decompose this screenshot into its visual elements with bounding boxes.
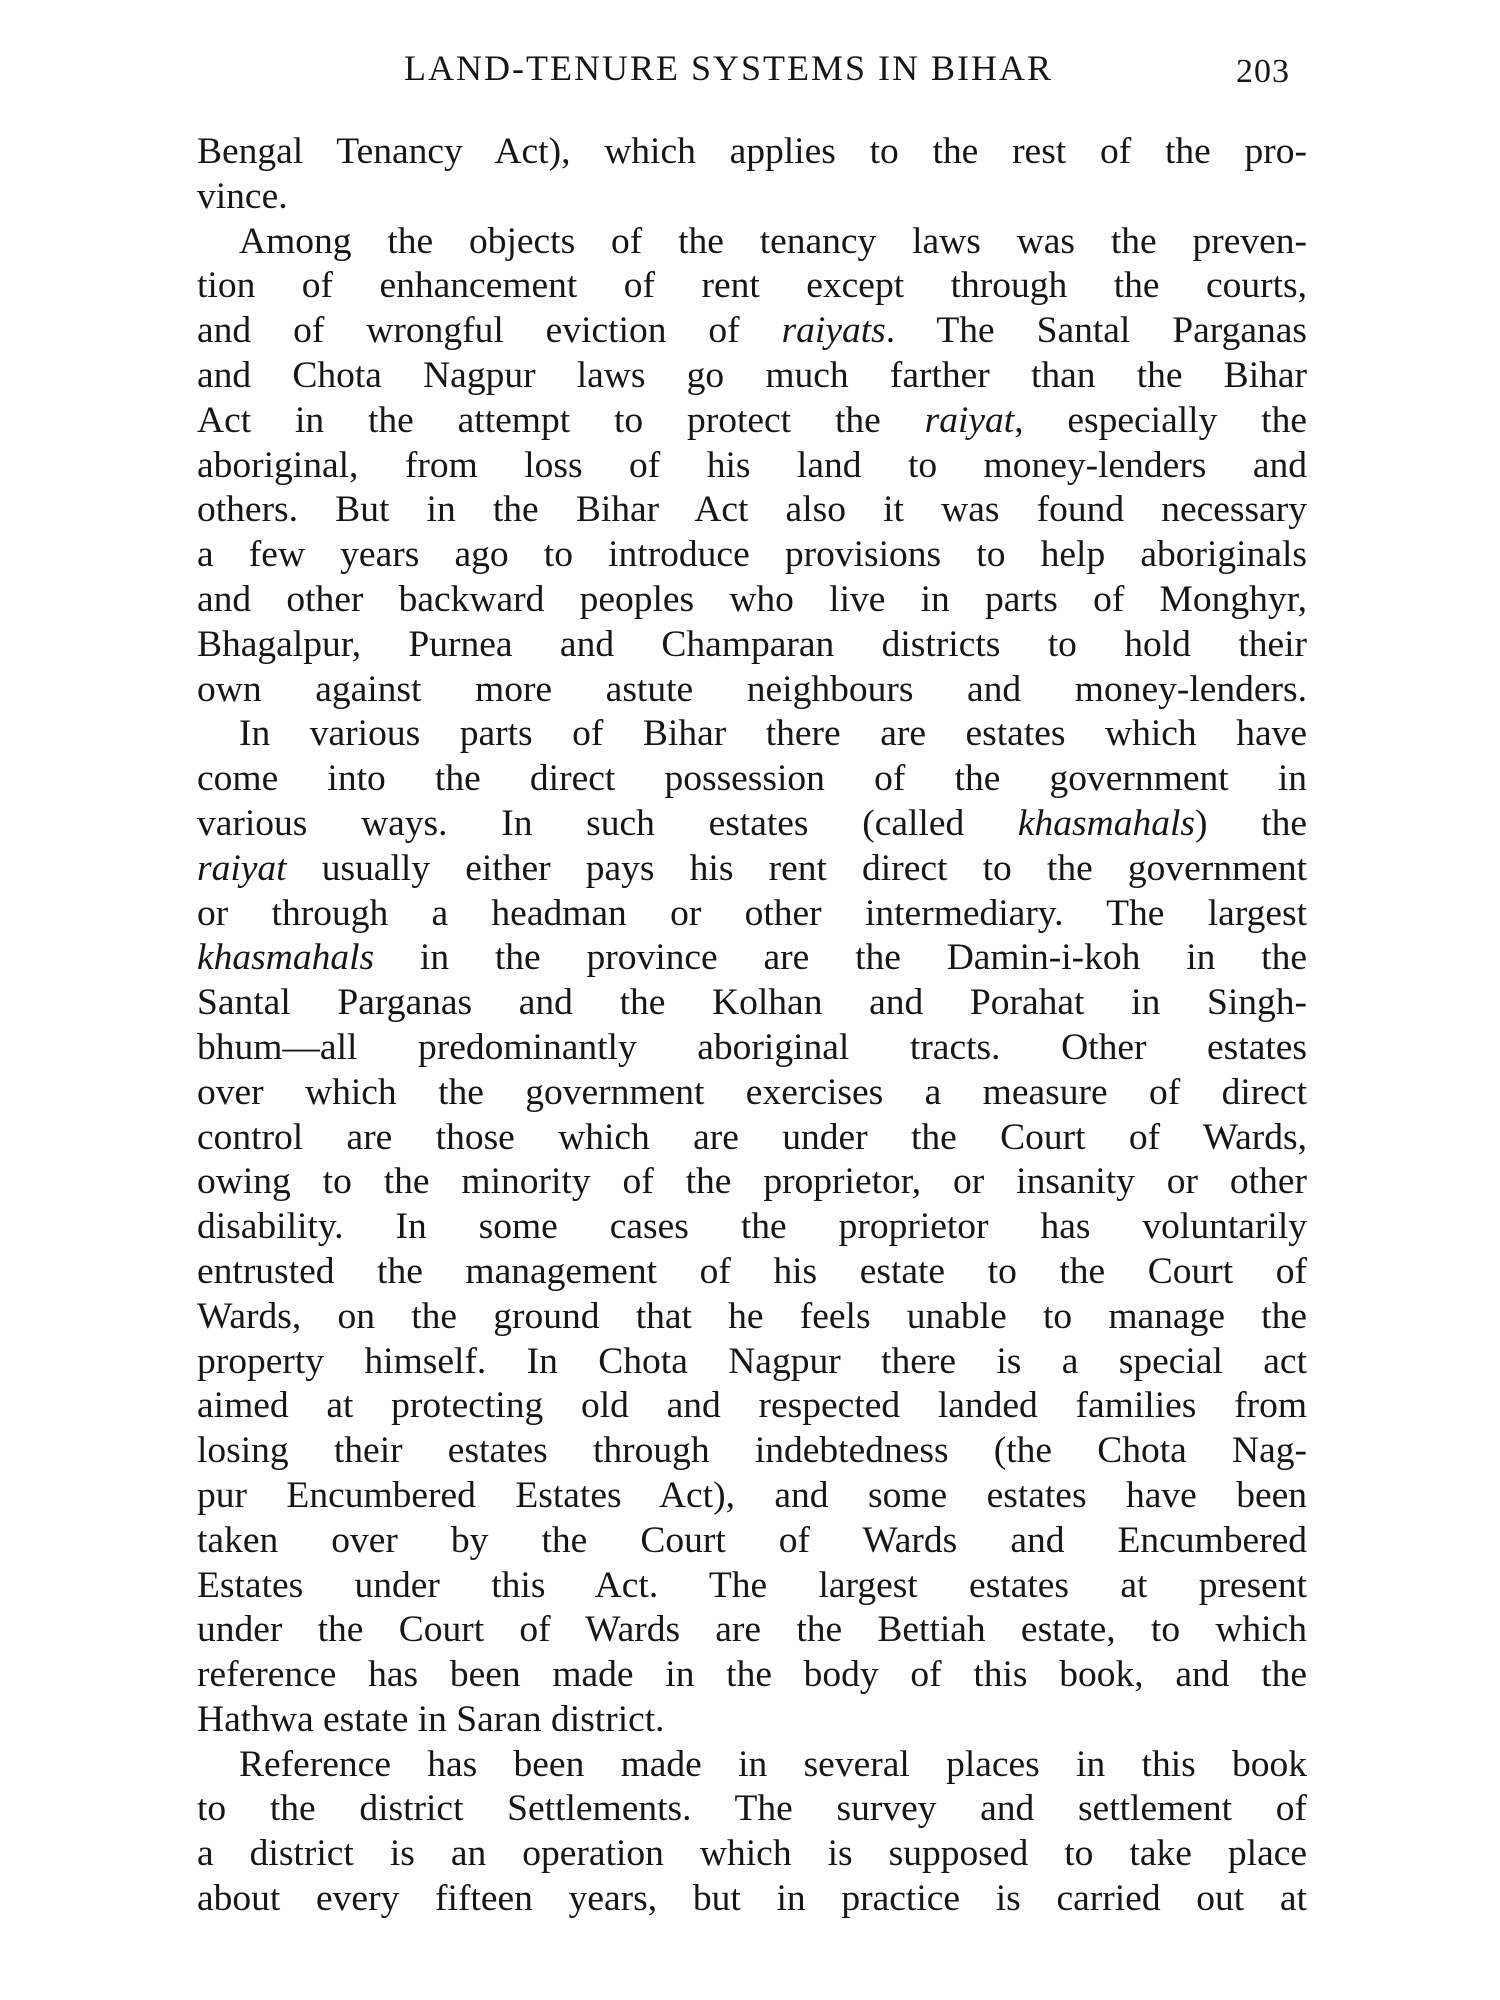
italic-term: raiyat (197, 847, 287, 889)
text-line (197, 1384, 1307, 1429)
text-line (197, 1116, 1307, 1161)
text-segment: Bhagalpur, Purnea and Champaran districts to hold their (197, 623, 1307, 665)
text-line (197, 1474, 1307, 1519)
text-segment: in the province are the Damin-i-koh in the (374, 937, 1307, 979)
text-line (197, 936, 1307, 981)
text-segment: tion of enhancement of rent except through the courts, (197, 265, 1307, 307)
text-segment: others. But in the Bihar Act also it was found necessary (197, 489, 1307, 531)
text-line (197, 1250, 1307, 1295)
text-line (197, 668, 1307, 713)
text-line (197, 444, 1307, 489)
text-segment: or through a headman or other intermediary. The largest (197, 892, 1307, 934)
text-line (197, 175, 1307, 220)
text-segment: ) the (1195, 802, 1307, 844)
text-segment: Hathwa estate in Saran district. (197, 1698, 665, 1740)
text-line (197, 757, 1307, 802)
text-line (197, 981, 1307, 1026)
text-line (197, 578, 1307, 623)
text-segment: aimed at protecting old and respected landed families from (197, 1385, 1307, 1427)
page-number: 203 (1236, 53, 1290, 90)
text-segment: disability. In some cases the proprietor has voluntarily (197, 1206, 1307, 1248)
text-segment: and other backward peoples who live in parts of Monghyr, (197, 578, 1307, 620)
text-line (197, 847, 1307, 892)
italic-term: raiyat (924, 399, 1015, 441)
text-line (197, 623, 1307, 668)
text-segment: a few years ago to introduce provisions to help aboriginals (197, 534, 1307, 576)
text-line (197, 1564, 1307, 1609)
text-line (197, 1160, 1307, 1205)
text-line (197, 892, 1307, 937)
text-line (197, 1832, 1307, 1877)
text-segment: Bengal Tenancy Act), which applies to the rest of the pro- (197, 131, 1307, 172)
text-segment: Act in the attempt to protect the (197, 399, 925, 441)
italic-term: khasmahals (1017, 802, 1195, 844)
text-line (197, 1743, 1307, 1788)
text-segment: and Chota Nagpur laws go much farther than the Bihar (197, 354, 1307, 396)
running-title: LAND-TENURE SYSTEMS IN BIHAR (404, 48, 1053, 88)
text-segment: . The Santal Parganas (885, 310, 1307, 352)
text-line (197, 264, 1307, 309)
text-segment: entrusted the management of his estate to the Court of (197, 1250, 1307, 1292)
text-segment: vince. (197, 175, 288, 217)
text-segment: property himself. In Chota Nagpur there is a special act (197, 1340, 1307, 1382)
body-text (197, 130, 1307, 1922)
text-segment: about every fifteen years, but in practice is carried out at (197, 1878, 1307, 1920)
text-line (197, 1787, 1307, 1832)
text-segment: pur Encumbered Estates Act), and some estates have been (197, 1474, 1307, 1516)
text-segment: Wards, on the ground that he feels unable to manage the (197, 1295, 1307, 1337)
text-segment: to the district Settlements. The survey and settlement of (197, 1788, 1307, 1830)
italic-term: raiyats (781, 310, 886, 352)
text-segment: aboriginal, from loss of his land to money-lenders and (197, 444, 1307, 486)
text-line (197, 220, 1307, 265)
text-segment: , especially the (1014, 399, 1307, 441)
text-line (197, 1653, 1307, 1698)
text-line (197, 130, 1307, 175)
text-line (197, 1205, 1307, 1250)
text-line (197, 1608, 1307, 1653)
text-segment: taken over by the Court of Wards and Encumbered (197, 1519, 1307, 1561)
text-line (197, 1429, 1307, 1474)
text-segment: Santal Parganas and the Kolhan and Porahat in Singh- (197, 982, 1307, 1024)
text-segment: usually either pays his rent direct to the government (286, 847, 1307, 889)
text-line (197, 1877, 1307, 1922)
text-line (197, 488, 1307, 533)
text-segment: over which the government exercises a measure of direct (197, 1071, 1307, 1113)
text-line (197, 712, 1307, 757)
text-segment: come into the direct possession of the government in (197, 758, 1307, 800)
text-line (197, 399, 1307, 444)
text-line (197, 802, 1307, 847)
text-segment: reference has been made in the body of this book, and the (197, 1654, 1307, 1696)
text-line (197, 1698, 1307, 1743)
text-segment: various ways. In such estates (called (197, 802, 1018, 844)
text-line (197, 354, 1307, 399)
text-line (197, 533, 1307, 578)
text-line (197, 1295, 1307, 1340)
italic-term: khasmahals (197, 937, 375, 979)
text-segment: Estates under this Act. The largest estates at present (197, 1564, 1307, 1606)
text-line (197, 1026, 1307, 1071)
text-segment: under the Court of Wards are the Bettiah estate, to which (197, 1609, 1307, 1651)
text-segment: Reference has been made in several places in this book (239, 1743, 1307, 1785)
text-line (197, 1340, 1307, 1385)
text-segment: Among the objects of the tenancy laws was the preven- (239, 220, 1307, 262)
text-segment: own against more astute neighbours and money-lenders. (197, 668, 1307, 710)
text-segment: bhum—all predominantly aboriginal tracts. Other estates (197, 1026, 1307, 1068)
text-segment: losing their estates through indebtedness (the Chota Nag- (197, 1430, 1307, 1472)
text-segment: a district is an operation which is supposed to take place (197, 1833, 1307, 1875)
text-segment: In various parts of Bihar there are estates which have (239, 713, 1307, 755)
text-line (197, 1071, 1307, 1116)
text-segment: and of wrongful eviction of (197, 310, 782, 352)
text-line (197, 1519, 1307, 1564)
text-line (197, 309, 1307, 354)
text-segment: control are those which are under the Court of Wards, (197, 1116, 1307, 1158)
text-segment: owing to the minority of the proprietor, or insanity or other (197, 1161, 1307, 1203)
